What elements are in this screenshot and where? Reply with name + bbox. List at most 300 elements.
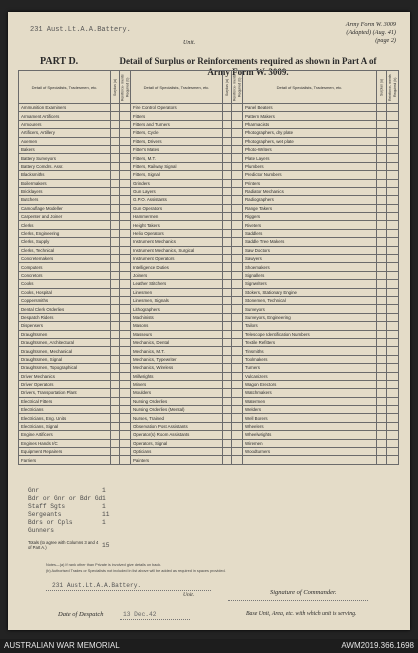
specialist-cell: Printers — [243, 179, 377, 187]
specialist-cell: Woodturners — [243, 448, 377, 456]
surplus-cell — [111, 313, 120, 321]
reinforcement-cell — [120, 238, 131, 246]
specialist-cell: Concretemakers — [19, 255, 111, 263]
surplus-cell — [223, 255, 232, 263]
surplus-cell — [377, 120, 387, 128]
reinforcement-cell — [387, 380, 399, 388]
table-row — [19, 255, 399, 263]
surplus-cell — [377, 112, 387, 120]
reinforcement-cell — [232, 456, 243, 464]
part-label: PART D. — [40, 56, 79, 67]
surplus-cell — [377, 296, 387, 304]
specialist-cell: Electricians, Eng. Units — [19, 414, 111, 422]
specialist-cell: Fitters — [131, 112, 223, 120]
surplus-cell — [377, 456, 387, 464]
reinforcement-cell — [232, 364, 243, 372]
reinforcement-cell — [387, 187, 399, 195]
reinforcement-cell — [120, 330, 131, 338]
reinforcement-cell — [387, 372, 399, 380]
specialist-cell: Driver Operators — [19, 380, 111, 388]
table-row — [19, 380, 399, 388]
reinforcement-cell — [232, 372, 243, 380]
table-row — [19, 137, 399, 145]
surplus-cell — [111, 330, 120, 338]
surplus-cell — [377, 322, 387, 330]
surplus-cell — [223, 263, 232, 271]
specialist-cell: Fitters, Railway Signal — [131, 162, 223, 170]
surplus-cell — [377, 221, 387, 229]
table-row — [19, 280, 399, 288]
table-row — [19, 112, 399, 120]
specialist-cell: Blacksmiths — [19, 171, 111, 179]
table-row — [19, 389, 399, 397]
typed-label-6: Gunners — [28, 527, 54, 534]
specialist-cell: Photographers, wet plate — [243, 137, 377, 145]
reinforcement-cell — [387, 448, 399, 456]
surplus-cell — [377, 137, 387, 145]
specialist-cell: Joiners — [131, 271, 223, 279]
specialist-cell: Pattern Makers — [243, 112, 377, 120]
specialist-cell: Bricklayers — [19, 187, 111, 195]
table-row — [19, 129, 399, 137]
specialist-cell: Millwrights — [131, 372, 223, 380]
table-row — [19, 104, 399, 112]
surplus-cell — [111, 347, 120, 355]
surplus-cell — [111, 414, 120, 422]
surplus-cell — [111, 238, 120, 246]
specialist-cell: Plate Layers — [243, 154, 377, 162]
reinforcement-cell — [387, 389, 399, 397]
surplus-cell — [377, 129, 387, 137]
table-row — [19, 347, 399, 355]
specialist-cell: Miners — [131, 380, 223, 388]
surplus-cell — [223, 154, 232, 162]
surplus-cell — [111, 129, 120, 137]
surplus-cell — [111, 422, 120, 430]
specialist-cell: Butchers — [19, 196, 111, 204]
reinforcement-cell — [232, 322, 243, 330]
surplus-cell — [111, 397, 120, 405]
table-row — [19, 313, 399, 321]
reinforcement-cell — [387, 288, 399, 296]
specialist-cell: Surveyors — [243, 305, 377, 313]
specialist-cell: Battery Surveyors — [19, 154, 111, 162]
reinforcement-cell — [120, 255, 131, 263]
table-row — [19, 296, 399, 304]
surplus-cell — [377, 380, 387, 388]
specialist-cell: Armament Artificers — [19, 112, 111, 120]
specialist-cell: Hammermen — [131, 213, 223, 221]
form-line-3: (page 2) — [375, 37, 396, 44]
reinforcement-cell — [387, 431, 399, 439]
base-unit-label: Base Unit, Area, etc. with which unit is serving. — [246, 611, 357, 617]
reinforcement-cell — [387, 422, 399, 430]
surplus-cell — [223, 338, 232, 346]
surplus-cell — [223, 137, 232, 145]
table-row — [19, 162, 399, 170]
archive-footer — [0, 639, 418, 653]
table-row — [19, 355, 399, 363]
surplus-cell — [377, 439, 387, 447]
reinforcement-cell — [120, 431, 131, 439]
specialist-cell: Operator(s) Room Assistants — [131, 431, 223, 439]
surplus-cell — [111, 322, 120, 330]
specialist-cell: Camouflage Modeller — [19, 204, 111, 212]
surplus-cell — [223, 221, 232, 229]
reinforcement-cell — [232, 171, 243, 179]
reinforcement-cell — [120, 322, 131, 330]
specialist-cell: Wiremen — [243, 439, 377, 447]
specialist-cell: Mechanics, Typewriter — [131, 355, 223, 363]
reinforcement-cell — [120, 196, 131, 204]
surplus-cell — [223, 355, 232, 363]
reinforcement-cell — [387, 305, 399, 313]
surplus-cell — [111, 372, 120, 380]
specialist-cell: Drivers, Transportation Plant — [19, 389, 111, 397]
specialist-cell: Watchmakers — [243, 389, 377, 397]
specialist-cell: Surveyors, Engineering — [243, 313, 377, 321]
reinforcement-cell — [387, 179, 399, 187]
surplus-cell — [111, 364, 120, 372]
despatch-dotted-line — [120, 619, 190, 620]
reinforcement-cell — [232, 296, 243, 304]
reinforcement-cell — [232, 246, 243, 254]
surplus-cell — [111, 406, 120, 414]
reinforcement-cell — [387, 364, 399, 372]
surplus-cell — [223, 406, 232, 414]
reinforcement-cell — [232, 271, 243, 279]
col-header-reinf-3: Reinforce- ments Required (b) — [387, 71, 399, 104]
table-row — [19, 187, 399, 195]
table-row — [19, 448, 399, 456]
reinforcement-cell — [387, 406, 399, 414]
reinforcement-cell — [387, 338, 399, 346]
surplus-cell — [377, 162, 387, 170]
surplus-cell — [377, 305, 387, 313]
surplus-cell — [111, 213, 120, 221]
specialist-cell: Concretors — [19, 271, 111, 279]
reinforcement-cell — [232, 406, 243, 414]
table-row — [19, 288, 399, 296]
specialist-cell: Ammunition Examiners — [19, 104, 111, 112]
col-header-reinf-2: Reinforce- ments Required (b) — [232, 71, 243, 104]
col-header-specialists-2: Detail of Specialists, Tradesmen, etc. — [131, 71, 223, 104]
reinforcement-cell — [120, 456, 131, 464]
specialist-cell: Painters — [131, 456, 223, 464]
surplus-cell — [223, 439, 232, 447]
totals-value: 15 — [102, 542, 110, 549]
surplus-cell — [223, 296, 232, 304]
specialist-cell: Bakers — [19, 145, 111, 153]
specialist-cell: Fitters, Drivers — [131, 137, 223, 145]
surplus-cell — [377, 204, 387, 212]
surplus-cell — [223, 448, 232, 456]
surplus-cell — [111, 120, 120, 128]
reinforcement-cell — [387, 154, 399, 162]
specialist-cell: Carpenter and Joiner — [19, 213, 111, 221]
surplus-cell — [223, 213, 232, 221]
reinforcement-cell — [120, 112, 131, 120]
table-row — [19, 179, 399, 187]
reinforcement-cell — [232, 431, 243, 439]
typed-value-4: 11 — [102, 511, 110, 518]
reinforcement-cell — [120, 246, 131, 254]
typed-label-1: Gnr — [28, 487, 40, 494]
specialist-cell: Coppersmiths — [19, 296, 111, 304]
reinforcement-cell — [232, 288, 243, 296]
reinforcement-cell — [232, 204, 243, 212]
surplus-cell — [111, 255, 120, 263]
table-row — [19, 414, 399, 422]
reinforcement-cell — [387, 238, 399, 246]
specialist-cell: Lithographers — [131, 305, 223, 313]
surplus-cell — [223, 380, 232, 388]
reinforcement-cell — [120, 305, 131, 313]
specialist-cell: Fitters, Signal — [131, 171, 223, 179]
col-header-surplus-2: Surplus (a) — [223, 71, 232, 104]
surplus-cell — [223, 238, 232, 246]
reinforcement-cell — [120, 422, 131, 430]
reinforcement-cell — [232, 179, 243, 187]
surplus-cell — [377, 171, 387, 179]
typed-label-4: Sergeants — [28, 511, 62, 518]
specialist-cell: Saddlers — [243, 229, 377, 237]
surplus-cell — [377, 263, 387, 271]
col-header-surplus-3: Surplus (a) — [377, 71, 387, 104]
surplus-cell — [223, 120, 232, 128]
surplus-cell — [111, 288, 120, 296]
specialist-cell: Saddle Tree Makers — [243, 238, 377, 246]
specialist-cell: Electricians — [19, 406, 111, 414]
reinforcement-cell — [387, 120, 399, 128]
typed-label-5: Bdrs or Cpls — [28, 519, 73, 526]
specialist-cell: Farriers — [19, 456, 111, 464]
specialist-cell: Draughtsmen, Signal — [19, 355, 111, 363]
specialist-cell: Riggers — [243, 213, 377, 221]
specialist-cell: Watermen — [243, 397, 377, 405]
reinforcement-cell — [232, 112, 243, 120]
reinforcement-cell — [387, 263, 399, 271]
surplus-cell — [111, 305, 120, 313]
surplus-cell — [223, 414, 232, 422]
surplus-cell — [377, 338, 387, 346]
table-row — [19, 372, 399, 380]
specialist-cell: Fitters, M.T. — [131, 154, 223, 162]
specialist-cell: Instrument Mechanics, Surgical — [131, 246, 223, 254]
reinforcement-cell — [120, 171, 131, 179]
reinforcement-cell — [120, 296, 131, 304]
surplus-cell — [223, 288, 232, 296]
totals-label: Totals (to agree with Columns 3 and 4 of Part A.) — [28, 540, 99, 550]
reinforcement-cell — [387, 229, 399, 237]
surplus-cell — [223, 456, 232, 464]
reinforcement-cell — [120, 145, 131, 153]
specialist-cell: Driver Mechanics — [19, 372, 111, 380]
specialist-cell: Artificers, Artillery — [19, 129, 111, 137]
surplus-cell — [111, 280, 120, 288]
specialist-cell: Signallers — [243, 271, 377, 279]
surplus-cell — [377, 364, 387, 372]
specialist-cell: Wheelwrights — [243, 431, 377, 439]
table-row — [19, 145, 399, 153]
typed-value-3: 1 — [102, 503, 106, 510]
surplus-cell — [377, 145, 387, 153]
table-row — [19, 229, 399, 237]
specialist-cell: Textile Refitters — [243, 338, 377, 346]
reinforcement-cell — [120, 355, 131, 363]
surplus-cell — [223, 112, 232, 120]
reinforcement-cell — [232, 313, 243, 321]
surplus-cell — [111, 355, 120, 363]
typed-value-5: 1 — [102, 519, 106, 526]
surplus-cell — [377, 213, 387, 221]
surplus-cell — [111, 431, 120, 439]
surplus-cell — [111, 112, 120, 120]
reinforcement-cell — [232, 305, 243, 313]
reinforcement-cell — [387, 162, 399, 170]
specialist-cell: Dental Clerk Orderlies — [19, 305, 111, 313]
specialist-cell: Boilermakers — [19, 179, 111, 187]
reinforcement-cell — [120, 213, 131, 221]
specialist-cell: Clerks, Engineering — [19, 229, 111, 237]
reinforcement-cell — [387, 171, 399, 179]
surplus-cell — [377, 104, 387, 112]
specialist-cell: Tinsmiths — [243, 347, 377, 355]
surplus-cell — [223, 179, 232, 187]
table-row — [19, 213, 399, 221]
reinforcement-cell — [232, 414, 243, 422]
table-row — [19, 271, 399, 279]
unit-dotted-line — [46, 590, 211, 591]
surplus-cell — [223, 364, 232, 372]
reinforcement-cell — [387, 246, 399, 254]
reinforcement-cell — [387, 255, 399, 263]
reinforcement-cell — [232, 221, 243, 229]
specialist-cell: Shoemakers — [243, 263, 377, 271]
reinforcement-cell — [232, 187, 243, 195]
surplus-cell — [111, 229, 120, 237]
typed-value-1: 1 — [102, 487, 106, 494]
surplus-cell — [377, 271, 387, 279]
reinforcement-cell — [232, 389, 243, 397]
table-row — [19, 120, 399, 128]
reinforcement-cell — [387, 145, 399, 153]
reinforcement-cell — [387, 221, 399, 229]
surplus-cell — [223, 305, 232, 313]
table-row — [19, 263, 399, 271]
reinforcement-cell — [232, 120, 243, 128]
reinforcement-cell — [232, 330, 243, 338]
table-row — [19, 439, 399, 447]
surplus-cell — [377, 238, 387, 246]
reinforcement-cell — [232, 280, 243, 288]
specialist-cell: Cooks — [19, 280, 111, 288]
reinforcement-cell — [232, 145, 243, 153]
reinforcement-cell — [232, 448, 243, 456]
reinforcement-cell — [387, 355, 399, 363]
reinforcement-cell — [120, 439, 131, 447]
reinforcement-cell — [232, 422, 243, 430]
reinforcement-cell — [387, 439, 399, 447]
surplus-cell — [111, 196, 120, 204]
specialist-cell: Radiator Mechanics — [243, 187, 377, 195]
reinforcement-cell — [387, 129, 399, 137]
reinforcement-cell — [387, 296, 399, 304]
table-header-row — [19, 71, 399, 104]
specialist-cell: Instrument Mechanics — [131, 238, 223, 246]
surplus-cell — [377, 431, 387, 439]
surplus-cell — [223, 229, 232, 237]
specialist-cell: Observation Post Assistants — [131, 422, 223, 430]
reinforcement-cell — [387, 414, 399, 422]
specialist-cell: Fitter's Mates — [131, 145, 223, 153]
surplus-cell — [223, 431, 232, 439]
surplus-cell — [223, 389, 232, 397]
reinforcement-cell — [387, 330, 399, 338]
specialist-cell: Panel Beaters — [243, 104, 377, 112]
specialist-cell: Leather Stitchers — [131, 280, 223, 288]
surplus-cell — [223, 330, 232, 338]
table-row — [19, 406, 399, 414]
reinforcement-cell — [232, 229, 243, 237]
note-a: Notes—(a) If rank other than Private is involved give details on back. — [46, 563, 162, 567]
reinforcement-cell — [232, 439, 243, 447]
reinforcement-cell — [120, 280, 131, 288]
specialist-cell: Opticians — [131, 448, 223, 456]
surplus-cell — [223, 422, 232, 430]
specialist-cell: Turners — [243, 364, 377, 372]
reinforcement-cell — [232, 238, 243, 246]
specialists-table — [18, 70, 399, 465]
specialist-cell: Cooks, Hospital — [19, 288, 111, 296]
surplus-cell — [377, 229, 387, 237]
surplus-cell — [377, 313, 387, 321]
specialist-cell: Armourers — [19, 120, 111, 128]
specialist-cell: Nursing Orderlies — [131, 397, 223, 405]
unit-label: Unit. — [183, 40, 196, 46]
surplus-cell — [223, 162, 232, 170]
surplus-cell — [377, 448, 387, 456]
reinforcement-cell — [232, 162, 243, 170]
reinforcement-cell — [120, 154, 131, 162]
reinforcement-cell — [232, 397, 243, 405]
specialist-cell: Masseurs — [131, 330, 223, 338]
specialist-cell: Height Takers — [131, 221, 223, 229]
specialist-cell: Photo-Writers — [243, 145, 377, 153]
reinforcement-cell — [120, 313, 131, 321]
specialist-cell: Battery Comdrs. Assr. — [19, 162, 111, 170]
specialist-cell: Draughtsmen, Topographical — [19, 364, 111, 372]
reinforcement-cell — [387, 112, 399, 120]
surplus-cell — [377, 347, 387, 355]
surplus-cell — [377, 355, 387, 363]
reinforcement-cell — [120, 338, 131, 346]
typed-label-3: Staff Sgts — [28, 503, 66, 510]
surplus-cell — [223, 246, 232, 254]
specialist-cell: Moulders — [131, 389, 223, 397]
surplus-cell — [111, 439, 120, 447]
reinforcement-cell — [232, 104, 243, 112]
col-header-specialists-1: Detail of Specialists, Tradesmen, etc. — [19, 71, 111, 104]
reinforcement-cell — [120, 187, 131, 195]
col-header-surplus-1: Surplus (a) — [111, 71, 120, 104]
reinforcement-cell — [232, 347, 243, 355]
surplus-cell — [377, 179, 387, 187]
reinforcement-cell — [232, 154, 243, 162]
surplus-cell — [377, 330, 387, 338]
specialist-cell: G.P.O. Assistants — [131, 196, 223, 204]
reinforcement-cell — [120, 179, 131, 187]
